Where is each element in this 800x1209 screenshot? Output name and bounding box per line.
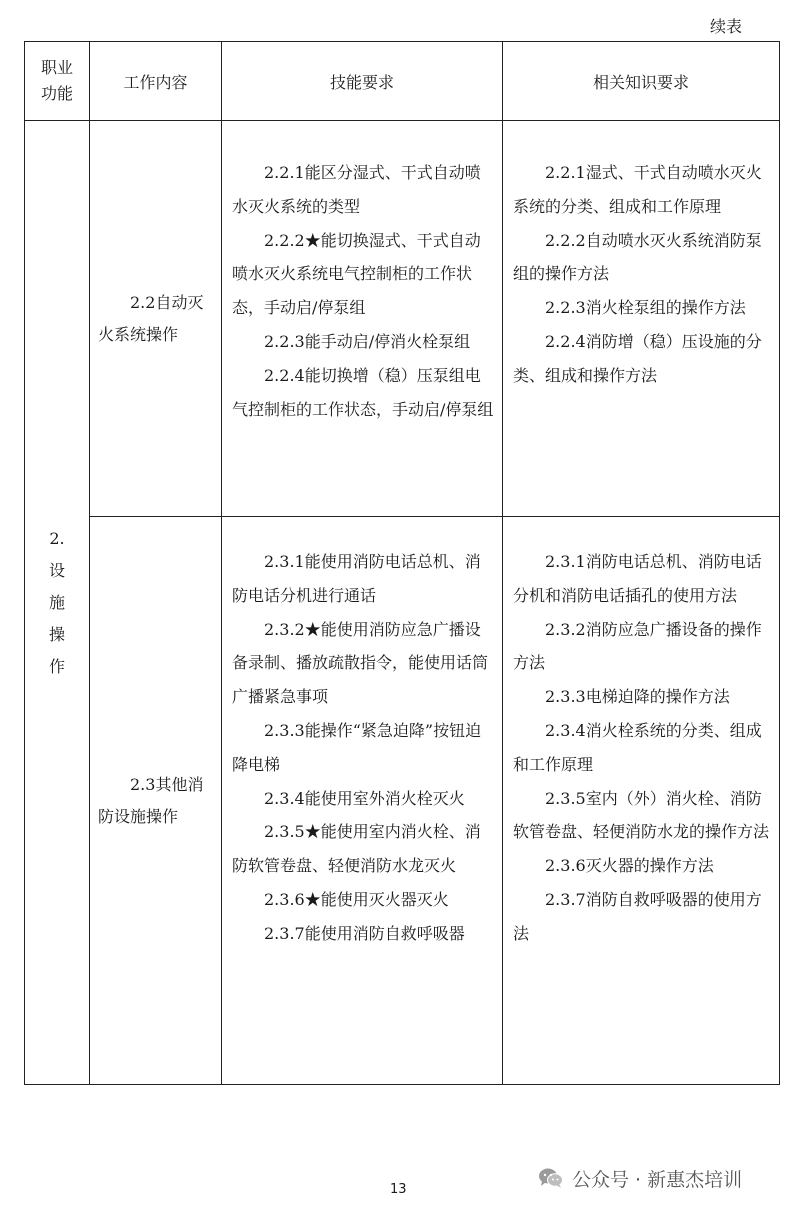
wechat-icon <box>538 1167 564 1189</box>
skill-item: 2.3.3能操作“紧急迫降”按钮迫降电梯 <box>232 720 482 774</box>
knowledge-item: 2.3.2消防应急广播设备的操作方法 <box>513 619 762 673</box>
work-content-text: 2.2自动灭火系统操作 <box>98 292 204 344</box>
knowledge-item: 2.3.7消防自救呼吸器的使用方法 <box>513 889 762 943</box>
skill-item: 2.3.7能使用消防自救呼吸器 <box>264 923 465 943</box>
skill-item: 2.3.1能使用消防电话总机、消防电话分机进行通话 <box>232 552 481 605</box>
standards-table <box>24 41 780 1085</box>
skill-item: 2.2.2★能切换湿式、干式自动喷水灭火系统电气控制柜的工作状态，手动启/停泵组 <box>232 230 481 318</box>
skill-item: 2.2.4能切换增（稳）压泵组电气控制柜的工作状态，手动启/停泵组 <box>232 365 494 419</box>
column-header-function-line: 职业 <box>40 58 73 77</box>
function-label <box>25 523 89 683</box>
skill-item: 2.2.3能手动启/停消火栓泵组 <box>264 331 471 351</box>
standards-table-container <box>24 41 779 1085</box>
knowledge-item: 2.3.3电梯迫降的操作方法 <box>545 687 730 707</box>
knowledge-cell <box>503 121 780 517</box>
knowledge-item: 2.3.5室内（外）消火栓、消防软管卷盘、轻便消防水龙的操作方法 <box>513 788 770 842</box>
skills-cell <box>222 121 503 517</box>
column-header-function <box>25 42 90 121</box>
work-content-cell <box>90 517 222 1085</box>
function-label-char: 2. <box>49 528 65 548</box>
watermark <box>538 1163 742 1193</box>
column-header-content: 工作内容 <box>90 42 222 121</box>
watermark-text: 公众号 · 新惠杰培训 <box>572 1168 743 1191</box>
knowledge-item: 2.2.3消火栓泵组的操作方法 <box>545 298 746 318</box>
skill-item: 2.2.1能区分湿式、干式自动喷水灭火系统的类型 <box>232 163 481 216</box>
work-content-cell <box>90 121 222 517</box>
skills-cell <box>222 517 503 1085</box>
knowledge-item: 2.2.4消防增（稳）压设施的分类、组成和操作方法 <box>513 331 762 385</box>
skill-item: 2.3.2★能使用消防应急广播设备录制、播放疏散指令，能使用话筒广播紧急事项 <box>232 619 489 707</box>
knowledge-item: 2.3.6灭火器的操作方法 <box>545 856 714 876</box>
column-header-function-line: 功能 <box>40 84 73 103</box>
knowledge-item: 2.2.2自动喷水灭火系统消防泵组的操作方法 <box>513 230 762 284</box>
knowledge-item: 2.3.4消火栓系统的分类、组成和工作原理 <box>513 720 762 774</box>
function-label-char: 操 <box>48 624 65 644</box>
column-header-skills: 技能要求 <box>222 42 503 121</box>
table-row <box>25 121 780 517</box>
column-header-knowledge: 相关知识要求 <box>503 42 780 121</box>
work-content-text: 2.3其他消防设施操作 <box>98 774 204 826</box>
function-label-char: 施 <box>48 592 65 612</box>
table-row <box>25 517 780 1085</box>
table-header-row <box>25 42 780 121</box>
skill-item: 2.3.4能使用室外消火栓灭火 <box>264 788 465 808</box>
page-number: 13 <box>390 1182 407 1197</box>
function-label-char: 设 <box>48 560 65 580</box>
knowledge-item: 2.2.1湿式、干式自动喷水灭火系统的分类、组成和工作原理 <box>513 163 762 216</box>
continued-label: 续表 <box>710 17 743 36</box>
skill-item: 2.3.6★能使用灭火器灭火 <box>264 889 449 909</box>
skill-item: 2.3.5★能使用室内消火栓、消防软管卷盘、轻便消防水龙灭火 <box>232 822 481 876</box>
function-label-char: 作 <box>48 656 65 676</box>
knowledge-item: 2.3.1消防电话总机、消防电话分机和消防电话插孔的使用方法 <box>513 552 762 605</box>
function-cell <box>25 121 90 1085</box>
knowledge-cell <box>503 517 780 1085</box>
